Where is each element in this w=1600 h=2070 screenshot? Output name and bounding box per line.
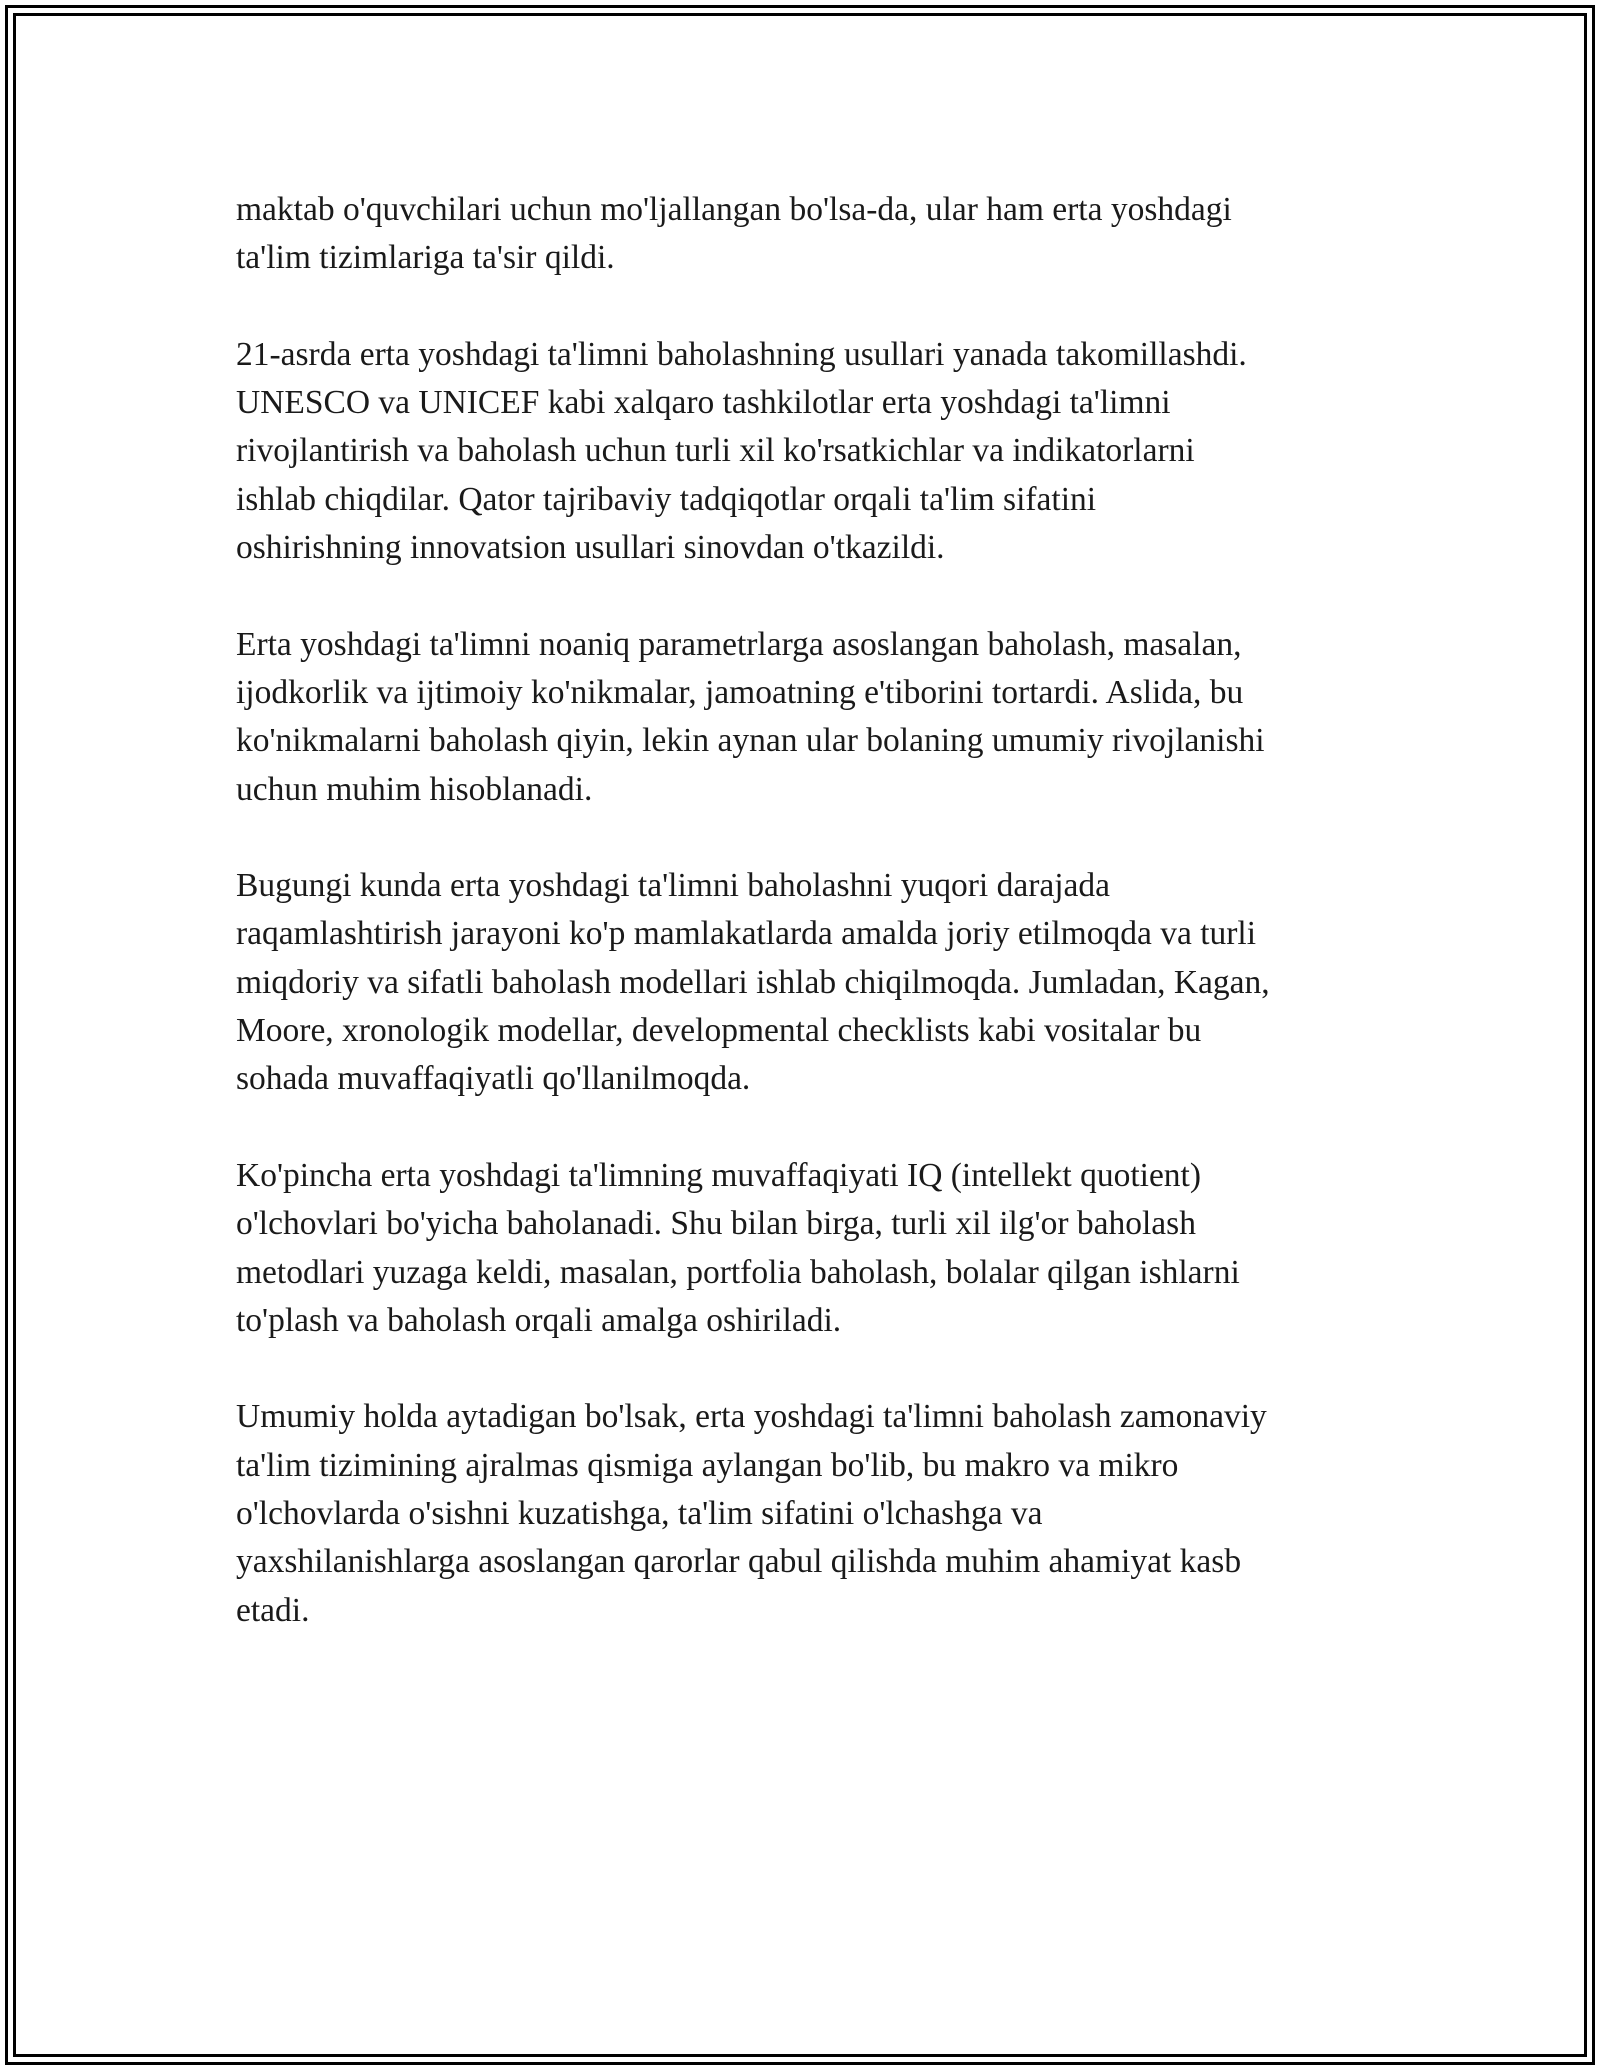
text-line: rivojlantirish va baholash uchun turli xil ko'rsatkichlar va indikatorlarni (236, 432, 1195, 470)
text-line: Erta yoshdagi ta'limni noaniq parametrlarga asoslangan baholash, masalan, (236, 625, 1242, 663)
text-line: to'plash va baholash orqali amalga oshiriladi. (236, 1301, 842, 1339)
text-line: ishlab chiqdilar. Qator tajribaviy tadqiqotlar orqali ta'lim sifatini (236, 480, 1097, 518)
text-line: UNESCO va UNICEF kabi xalqaro tashkilotlar erta yoshdagi ta'limni (236, 384, 1171, 422)
text-line: oshirishning innovatsion usullari sinovdan o'tkazildi. (236, 529, 945, 567)
text-line: ko'nikmalarni baholash qiyin, lekin aynan ular bolaning umumiy rivojlanishi (236, 722, 1265, 760)
text-line: Moore, xronologik modellar, developmental checklists kabi vositalar bu (236, 1012, 1202, 1050)
paragraph-1 (236, 186, 1386, 283)
text-line: Umumiy holda aytadigan bo'lsak, erta yoshdagi ta'limni baholash zamonaviy (236, 1398, 1267, 1436)
text-line: raqamlashtirish jarayoni ko'p mamlakatlarda amalda joriy etilmoqda va turli (236, 915, 1257, 953)
text-line: uchun muhim hisoblanadi. (236, 770, 593, 808)
text-line: metodlari yuzaga keldi, masalan, portfolia baholash, bolalar qilgan ishlarni (236, 1253, 1240, 1291)
paragraph-6 (236, 1393, 1386, 1634)
text-line: ijodkorlik va ijtimoiy ko'nikmalar, jamoatning e'tiborini tortardi. Aslida, bu (236, 673, 1244, 711)
text-line: maktab o'quvchilari uchun mo'ljallangan bo'lsa-da, ular ham erta yoshdagi (236, 191, 1232, 228)
text-line: ta'lim tizimlariga ta'sir qildi. (236, 239, 615, 277)
paragraph-5 (236, 1152, 1386, 1345)
paragraph-2 (236, 331, 1386, 572)
paragraph-3 (236, 621, 1386, 814)
text-line: sohada muvaffaqiyatli qo'llanilmoqda. (236, 1060, 751, 1098)
text-line: miqdoriy va sifatli baholash modellari ishlab chiqilmoqda. Jumladan, Kagan, (236, 963, 1270, 1001)
text-line: ta'lim tizimining ajralmas qismiga aylangan bo'lib, bu makro va mikro (236, 1446, 1179, 1484)
paragraph-4 (236, 862, 1386, 1103)
text-line: Bugungi kunda erta yoshdagi ta'limni baholashni yuqori darajada (236, 867, 1111, 905)
text-line: 21-asrda erta yoshdagi ta'limni baholashning usullari yanada takomillashdi. (236, 335, 1247, 373)
text-line: o'lchovlarda o'sishni kuzatishga, ta'lim sifatini o'lchashga va (236, 1495, 1043, 1533)
text-line: etadi. (236, 1591, 310, 1629)
text-line: o'lchovlari bo'yicha baholanadi. Shu bilan birga, turli xil ilg'or baholash (236, 1205, 1196, 1243)
document-body (236, 186, 1386, 1635)
text-line: yaxshilanishlarga asoslangan qarorlar qabul qilishda muhim ahamiyat kasb (236, 1543, 1242, 1581)
text-line: Ko'pincha erta yoshdagi ta'limning muvaffaqiyati IQ (intellekt quotient) (236, 1156, 1202, 1194)
